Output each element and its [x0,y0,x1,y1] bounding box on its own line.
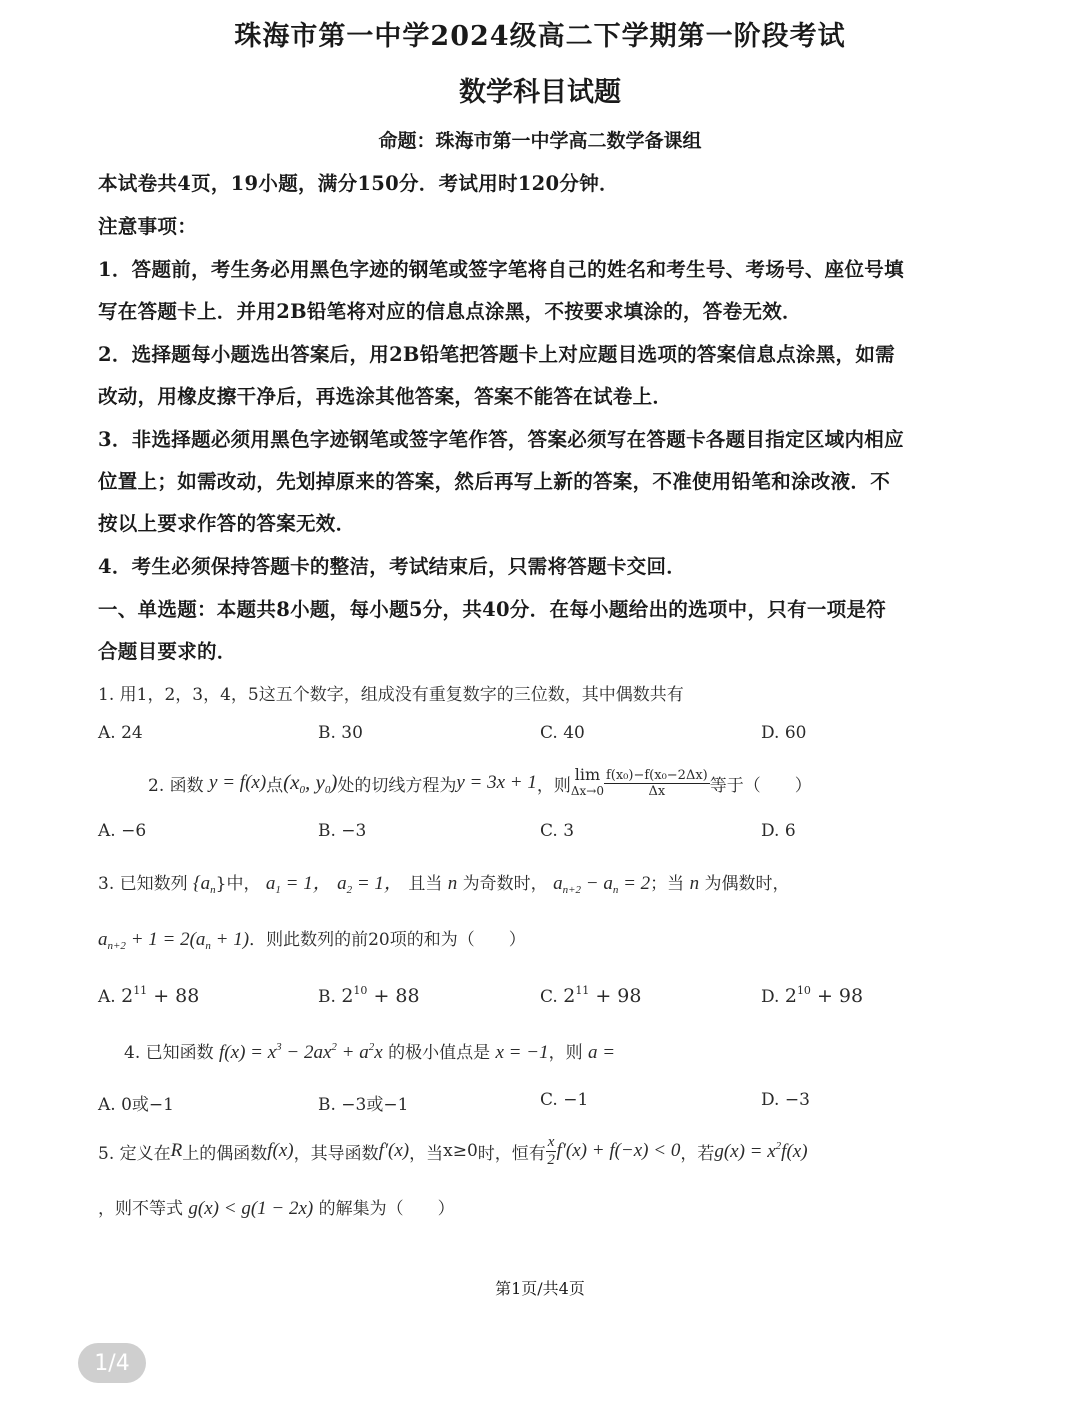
q5-fraction [546,1134,557,1169]
option-label: B. [318,987,336,1007]
q3-text: 为偶数时， [704,874,790,894]
q1-option-d: D. 60 [761,723,807,743]
notes-heading: 注意事项： [98,215,198,238]
q4-exp: 2 [368,1041,375,1053]
q3-option-c [540,984,642,1007]
q3-rec1-b: − a [581,873,613,894]
note-line: 3．非选择题必须用黑色字迹钢笔或签字笔作答，答案必须写在答题卡各题目指定区域内相应 [98,428,904,451]
q2-option-c: C. 3 [540,821,575,841]
question-4-stem [124,1038,615,1064]
q3-rec2-sub: n+2 [107,940,126,952]
q4-a: a = [587,1042,616,1063]
q5-cond: x≥0 [443,1141,478,1161]
q3-rec1-val: = 2 [618,873,651,894]
q3-n: n [689,873,700,894]
note-line: 按以上要求作答的答案无效． [98,512,356,535]
q2-option-b: B. −3 [318,821,367,841]
q2-text: 点 [266,775,284,796]
note-line: 1．答题前，考生务必用黑色字迹的钢笔或签字笔将自己的姓名和考生号、考场号、座位号填 [98,258,904,281]
option-base: 2 [563,985,576,1007]
page-footer: 第1页/共4页 [495,1279,585,1298]
option-tail: + 98 [810,985,864,1007]
option-label: D. [761,987,780,1007]
q3-n: n [447,873,458,894]
q3-rec2 [98,929,249,950]
question-2-stem [148,758,812,808]
q2-frac-num: f(x₀)−f(x₀−2Δx) [605,767,708,783]
q5-f: f(x) [267,1140,294,1161]
q3-text: 为奇数时， [462,874,548,894]
q2-point-y: , y [305,770,325,794]
q2-lim-under: Δx→0 [570,784,604,798]
note-line: 改动，用橡皮擦干净后，再选涂其他答案，答案不能答在试卷上． [98,385,673,408]
q3-rec2-bsub: n [205,940,211,952]
q3-a1-val: = 1， [280,873,332,894]
q4-xvalue: x = −1 [495,1042,549,1063]
section-heading-line2: 合题目要求的． [98,640,237,663]
q3-rec1 [553,873,650,894]
note-line: 写在答题卡上．并用2B铅笔将对应的信息点涂黑，不按要求填涂的，答卷无效． [98,300,802,323]
q5-fprime: f′(x) [378,1140,410,1161]
q3-rec2-close: + 1) [210,929,250,950]
q3-text: 且当 [408,874,443,894]
q4-fx: f(x) = x [219,1042,277,1063]
q3-a1-sub: 1 [275,884,281,896]
q4-exp: 3 [276,1041,282,1053]
q5-inequality-2: g(x) < g(1 − 2x) [188,1198,314,1219]
q2-text: 2. 函数 [148,775,204,796]
q5-text: 时，恒有 [477,1143,546,1164]
q5-frac-den: 2 [547,1151,555,1168]
q2-text: 处的切线方程为 [337,775,457,796]
q5-R: R [170,1140,183,1161]
q2-point-x: (x [283,770,300,794]
q2-option-a: A. −6 [98,821,147,841]
q2-option-d: D. 6 [761,821,796,841]
q4-text: 4. 已知函数 [124,1043,214,1063]
option-base: 2 [341,985,354,1007]
q3-seq-a: {a [193,873,211,894]
q3-rec1-sub: n+2 [562,884,581,896]
q5-inequality: f′(x) + f(−x) < 0 [556,1140,681,1161]
q4-option-a: A. 0或−1 [98,1095,174,1115]
option-tail: + 88 [367,985,420,1007]
q3-rec2-val: + 1 = 2(a [125,929,206,950]
question-3-stem-line2 [98,925,526,952]
q4-option-d: D. −3 [761,1090,810,1110]
q4-function [219,1042,383,1063]
q5-g-def: g(x) = x [714,1140,776,1162]
q2-text: ，则 [536,775,571,796]
q4-term: + a [336,1042,369,1063]
q5-g-f: f(x) [781,1140,808,1162]
q3-a2-sub: 2 [346,884,353,896]
option-base: 2 [121,985,134,1007]
q3-option-b [318,984,420,1007]
q1-option-a: A. 24 [98,723,143,743]
q4-term: − 2ax [281,1042,332,1063]
option-exp: 11 [575,984,590,997]
q4-option-c: C. −1 [540,1090,589,1110]
exam-subtitle: 数学科目试题 [459,77,621,108]
q3-text: 3. 已知数列 [98,874,188,894]
q5-frac-num: x [547,1133,555,1150]
q3-a1-a: a [265,873,276,894]
q3-text: ；当 [650,874,685,894]
q4-exp: 2 [331,1041,337,1053]
q4-term: x [374,1042,383,1063]
q3-rec2-a: a [98,929,108,950]
q3-rec1-a: a [553,873,563,894]
q2-point-sub: 0 [299,784,305,796]
q3-option-d [761,984,863,1007]
option-base: 2 [784,985,797,1007]
question-5-stem-line1 [98,1128,808,1174]
q5-text: 的解集为（ ） [318,1199,455,1219]
option-exp: 11 [133,984,148,997]
option-exp: 10 [353,984,368,997]
q5-g-exp: 2 [775,1139,782,1152]
q3-seq-sub: n [210,884,216,896]
note-line: 2．选择题每小题选出答案后，用2B铅笔把答题卡上对应题目选项的答案信息点涂黑，如需 [98,343,895,366]
exam-title: 珠海市第一中学2024级高二下学期第一阶段考试 [234,21,846,52]
page-indicator-badge[interactable]: 1/4 [78,1343,146,1383]
q2-math: y = f [209,772,246,793]
option-exp: 10 [796,984,811,997]
q5-text: ，若 [680,1143,715,1164]
q5-g [714,1140,807,1163]
q2-lim-label: lim [574,765,601,784]
question-5-stem-line2 [98,1194,455,1220]
q2-line-eq: y = 3x + 1 [456,772,537,793]
q2-text: 等于（ ） [709,775,812,796]
q5-text: ，当 [409,1143,444,1164]
q1-option-b: B. 30 [318,723,363,743]
exam-author: 命题：珠海市第一中学高二数学备课组 [378,130,702,152]
q3-a2-val: = 1， [352,873,403,894]
q2-math: (x) [245,772,267,793]
q3-text: ．则此数列的前20项的和为（ ） [249,930,526,950]
q4-text: ，则 [548,1043,583,1063]
question-1-stem: 1. 用1，2，3，4，5这五个数字，组成没有重复数字的三位数，其中偶数共有 [98,685,684,705]
option-tail: + 98 [589,985,642,1007]
q3-a2 [337,873,403,894]
note-line: 4．考生必须保持答题卡的整洁，考试结束后，只需将答题卡交回． [98,555,687,578]
question-3-stem-line1 [98,868,789,896]
q3-a1 [266,873,332,894]
q3-option-a [98,984,199,1007]
q5-text: 5. 定义在 [98,1143,171,1164]
option-label: C. [540,987,558,1007]
option-tail: + 88 [147,985,200,1007]
q3-a2-a: a [337,873,347,894]
q2-fraction [604,768,710,799]
q2-point: ($x_0$, $y_0$) [283,770,338,796]
q1-option-c: C. 40 [540,723,585,743]
exam-intro: 本试卷共4页，19小题，满分150分．考试用时120分钟． [98,172,619,195]
q2-point-sub: 0 [324,784,331,796]
q3-text: }中， [215,874,261,894]
q5-text: 上的偶函数 [182,1143,268,1164]
q5-text: ，其导函数 [293,1143,379,1164]
q3-rec1-bsub: n [612,884,619,896]
q3-seq [193,873,216,894]
section-heading-line1: 一、单选题：本题共8小题，每小题5分，共40分．在每小题给出的选项中，只有一项是符 [98,598,887,621]
note-line: 位置上；如需改动，先划掉原来的答案，然后再写上新的答案，不准使用铅笔和涂改液．不 [98,470,891,493]
q2-limit [571,767,604,799]
q5-text: ，则不等式 [98,1199,183,1219]
q4-option-b: B. −3或−1 [318,1095,409,1115]
option-label: A. [98,987,116,1007]
q2-frac-den: Δx [648,783,666,799]
q4-text: 的极小值点是 [388,1043,491,1063]
